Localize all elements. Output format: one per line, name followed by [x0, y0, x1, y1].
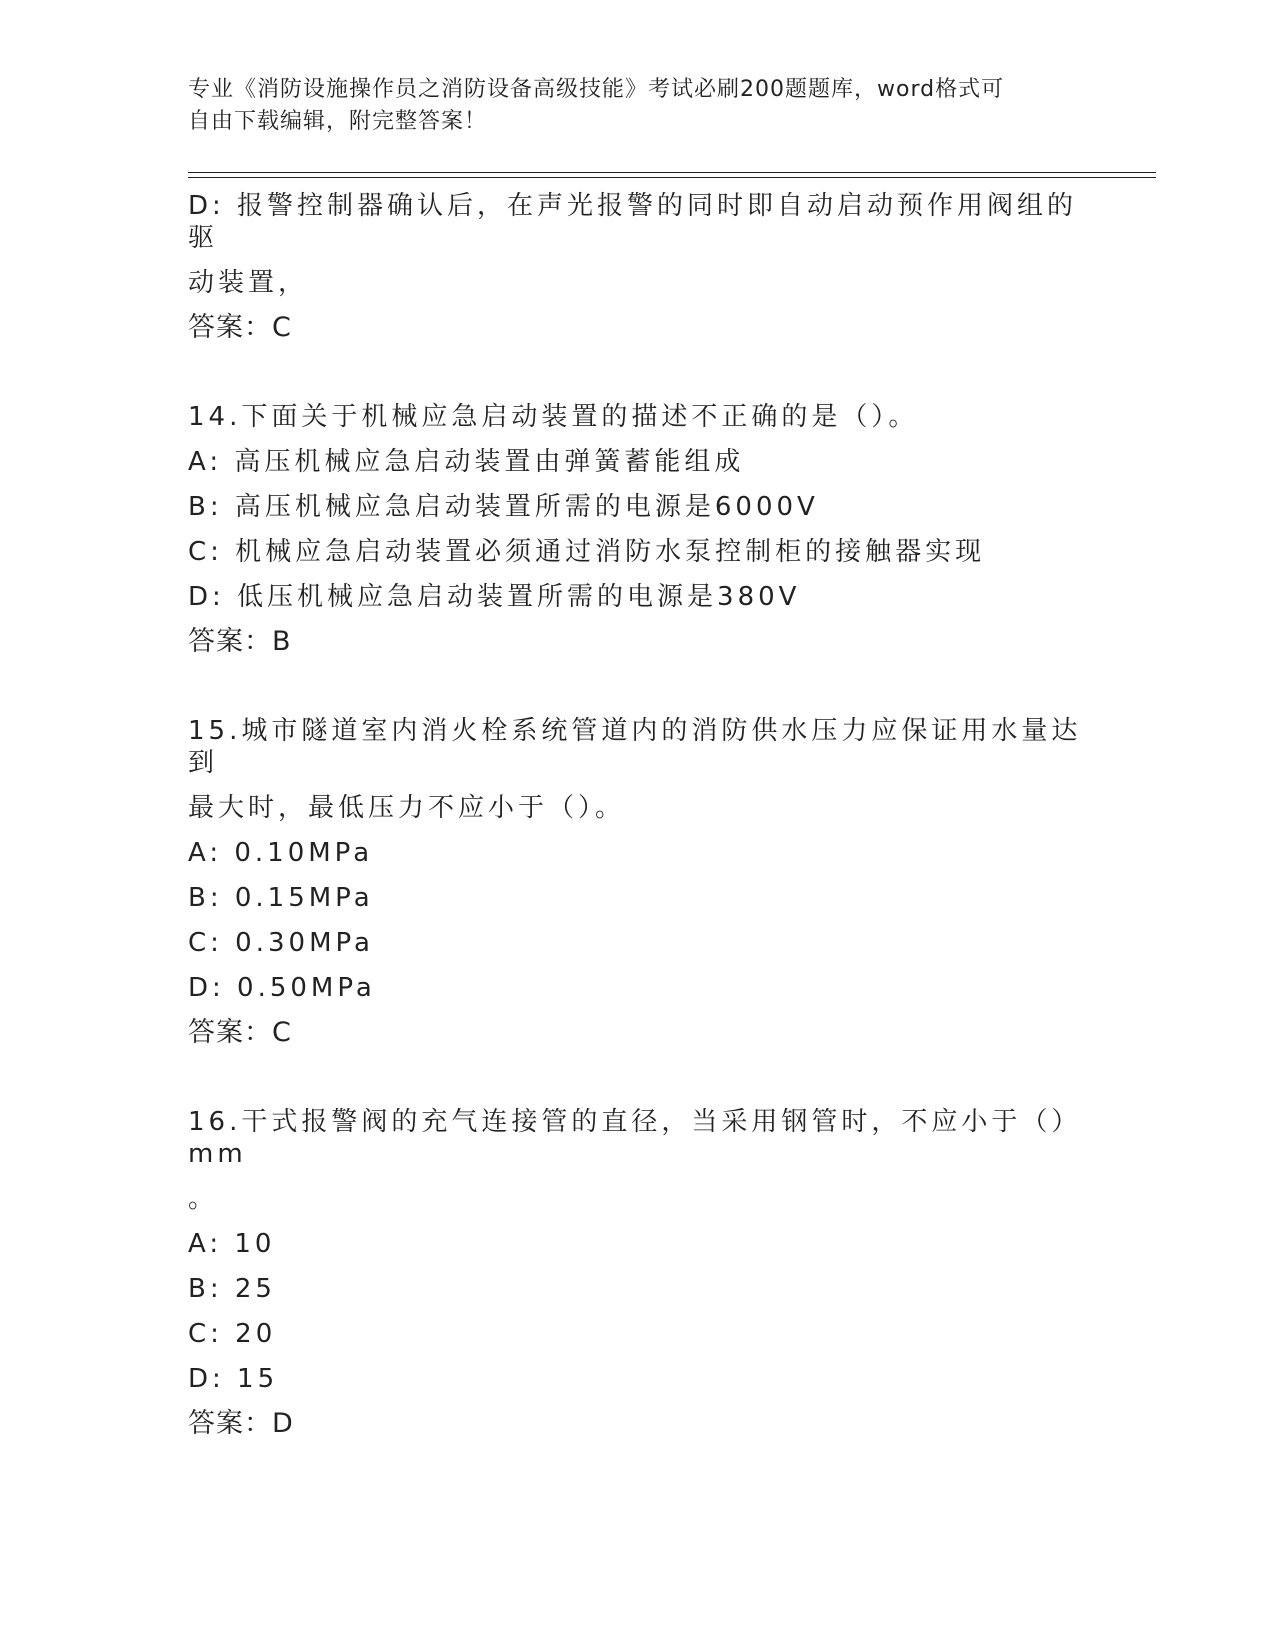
question-16 [188, 1106, 1088, 1440]
answer: 答案：C [188, 312, 292, 343]
header-rule-bottom [188, 177, 1156, 178]
header-rule-top [188, 172, 1156, 173]
option-b: B: 高压机械应急启动装置所需的电源是6000V [188, 492, 819, 522]
answer: 答案：D [188, 1408, 294, 1439]
carryover-block [188, 190, 1088, 344]
option-c: C: 机械应急启动装置必须通过消防水泵控制柜的接触器实现 [188, 537, 986, 567]
question-stem: 14.下面关于机械应急启动装置的描述不正确的是（）。 [188, 402, 919, 432]
option-b: B: 0.15MPa [188, 883, 374, 913]
option-c: C: 20 [188, 1319, 277, 1349]
option-b: B: 25 [188, 1274, 276, 1304]
option-d-line-1: D: 报警控制器确认后，在声光报警的同时即自动启动预作用阀组的驱 [188, 191, 1078, 253]
option-a: A: 高压机械应急启动装置由弹簧蓄能组成 [188, 447, 745, 477]
question-stem-line-2: 。 [188, 1184, 219, 1214]
question-14 [188, 401, 1088, 658]
question-stem-line-1: 15.城市隧道室内消火栓系统管道内的消防供水压力应保证用水量达到 [188, 716, 1082, 778]
question-stem-line-1: 16.干式报警阀的充气连接管的直径，当采用钢管时，不应小于（）mm [188, 1107, 1082, 1169]
option-d: D: 0.50MPa [188, 973, 376, 1003]
answer: 答案：B [188, 626, 292, 657]
option-c: C: 0.30MPa [188, 928, 374, 958]
option-a: A: 0.10MPa [188, 838, 374, 868]
header-title-line-2: 自由下载编辑，附完整答案！ [188, 109, 488, 134]
question-15 [188, 715, 1088, 1049]
header-title-line-1: 专业《消防设施操作员之消防设备高级技能》考试必刷200题题库，word格式可 [188, 77, 1005, 102]
option-a: A: 10 [188, 1229, 276, 1259]
option-d: D: 15 [188, 1364, 279, 1394]
answer: 答案：C [188, 1017, 292, 1048]
question-list [188, 190, 1088, 1440]
document-header [188, 74, 1088, 138]
option-d: D: 低压机械应急启动装置所需的电源是380V [188, 582, 801, 612]
option-d-line-2: 动装置， [188, 268, 309, 298]
question-stem-line-2: 最大时，最低压力不应小于（）。 [188, 793, 626, 823]
